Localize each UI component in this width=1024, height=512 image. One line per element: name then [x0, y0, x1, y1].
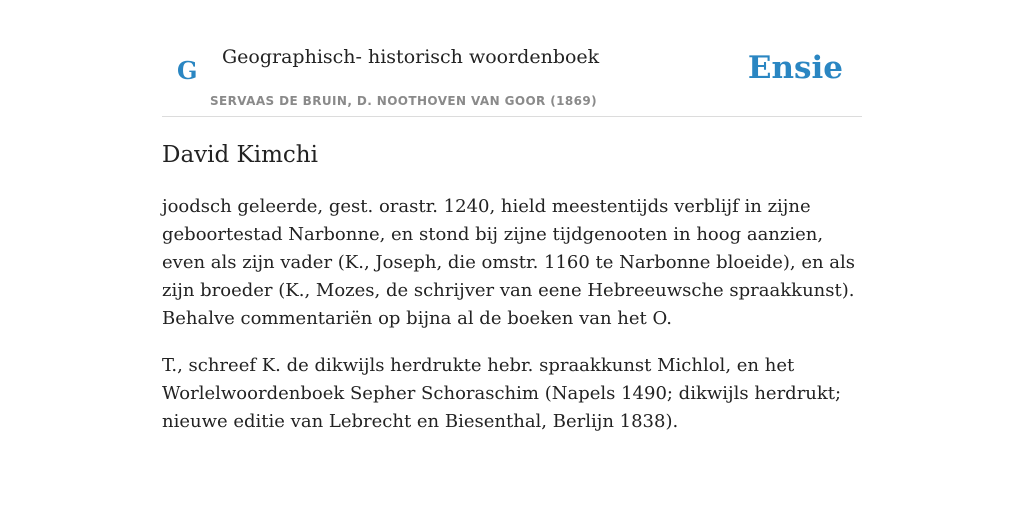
ensie-logo-link[interactable]: Ensie [747, 50, 843, 86]
entry-content [162, 140, 862, 436]
entry-title: David Kimchi [162, 142, 318, 168]
book-letter-icon: G [177, 56, 198, 85]
entry-paragraph: T., schreef K. de dikwijls herdrukte hebr. spraakkunst Michlol, en het Worlelwoordenboek Sepher Schoraschim (Napels 1490; dikwijls herdrukt; nieuwe editie van Lebrecht en Biesenthal, Berlijn 1838). [162, 355, 842, 432]
book-header [162, 40, 862, 117]
book-authors: SERVAAS DE BRUIN, D. NOOTHOVEN VAN GOOR (1869) [210, 94, 598, 108]
book-title-link[interactable]: Geographisch- historisch woordenboek [222, 46, 600, 68]
entry-paragraph: joodsch geleerde, gest. orastr. 1240, hield meestentijds verblijf in zijne geboortestad Narbonne, en stond bij zijne tijdgenooten in hoog aanzien, even als zijn vader (K., Joseph, die omstr. 1160 te Narbonne bloeide), en als zijn broeder (K., Mozes, de schrijver van eene Hebreeuwsche spraakkunst). Behalve commentariën op bijna al de boeken van het O. [162, 196, 856, 329]
